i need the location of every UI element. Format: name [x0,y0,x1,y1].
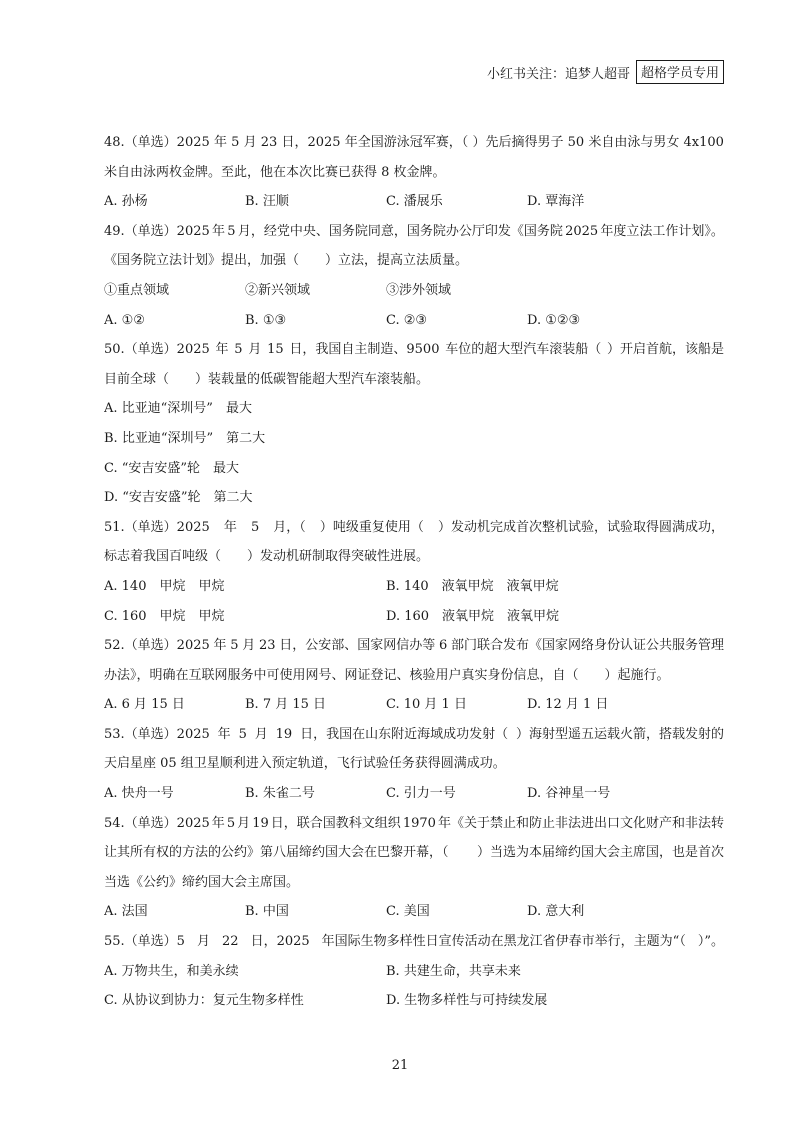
q52-options [104,690,724,720]
q54-option-b: B. 中国 [245,904,289,920]
q49-option-c: C. ②③ [386,312,428,328]
q50-option-a: A. 比亚迪“深圳号” 最大 [104,401,252,417]
q48-options [104,187,724,217]
q49-option-a: A. ①② [104,312,145,328]
q49-item-3: ③涉外领域 [386,282,452,298]
q53-option-b: B. 朱雀二号 [245,786,315,802]
q54-stem-line2: 让其所有权的方法的公约》第八届缔约国大会在巴黎开幕，（ ）当选为本届缔约国大会主席国，也是首次 [104,845,724,861]
q55-option-b: B. 共建生命，共享未来 [386,963,521,979]
q52-option-b: B. 7 月 15 日 [245,697,327,713]
header-badge: 超格学员专用 [636,60,724,84]
q49-item-2: ②新兴领域 [245,282,311,298]
q53-stem-line1: 53.（单选）2025 年 5 月 19 日，我国在山东附近海域成功发射（ ）海射型遥五运载火箭，搭载发射的 [104,726,724,742]
q52-option-d: D. 12 月 1 日 [527,697,609,713]
question-list [104,128,724,1016]
q49-stem-line2: 《国务院立法计划》提出，加强（ ）立法，提高立法质量。 [104,253,469,269]
q51-option-d: D. 160 液氧甲烷 液氧甲烷 [386,608,560,624]
header-follow-text: 小红书关注：追梦人超哥 [486,66,630,82]
q54-option-c: C. 美国 [386,904,430,920]
page-header [487,60,724,84]
q50-stem-line1: 50.（单选）2025 年 5 月 15 日，我国自主制造、9500 车位的超大型汽车滚装船（ ）开启首航，该船是 [104,342,724,358]
q53-stem-line2: 天启星座 05 组卫星顺利进入预定轨道，飞行试验任务获得圆满成功。 [104,756,506,772]
q54-stem-line1: 54.（单选）2025 年 5 月 19 日，联合国教科文组织 1970 年《关于禁止和防止非法进出口文化财产和非法转 [104,815,724,831]
q53-option-a: A. 快舟一号 [104,786,174,802]
q51-stem-line1: 51.（单选）2025 年 5 月，（ ）吨级重复使用（ ）发动机完成首次整机试验，试验取得圆满成功， [104,519,724,535]
q55-option-c: C. 从协议到协力：复元生物多样性 [104,993,304,1009]
q49-option-d: D. ①②③ [527,312,581,328]
q54-option-d: D. 意大利 [527,904,585,920]
q50-stem-line2: 目前全球（ ）装载量的低碳智能超大型汽车滚装船。 [104,371,430,387]
q49-stem-line1: 49.（单选）2025 年 5 月，经党中央、国务院同意，国务院办公厅印发《国务院 2025 年度立法工作计划》。 [104,223,724,239]
q50-option-c: C. “安吉安盛”轮 最大 [104,460,240,476]
q48-option-c: C. 潘展乐 [386,194,443,210]
q51-option-c: C. 160 甲烷 甲烷 [104,608,225,624]
q55-options-row1 [104,957,724,987]
q54-stem-line3: 当选《公约》缔约国大会主席国。 [104,874,300,890]
q51-stem-line2: 标志着我国百吨级（ ）发动机研制取得突破性进展。 [104,549,430,565]
q54-option-a: A. 法国 [104,904,148,920]
q53-option-c: C. 引力一号 [386,786,456,802]
q52-stem-line1: 52.（单选）2025 年 5 月 23 日，公安部、国家网信办等 6 部门联合发布《国家网络身份认证公共服务管理 [104,638,724,654]
q52-option-c: C. 10 月 1 日 [386,697,467,713]
q52-option-a: A. 6 月 15 日 [104,697,185,713]
q51-option-b: B. 140 液氧甲烷 液氧甲烷 [386,578,559,594]
q55-stem-line1: 55.（单选）5 月 22 日，2025 年国际生物多样性日宣传活动在黑龙江省伊春市举行，主题为“（ ）”。 [104,934,724,950]
q55-option-d: D. 生物多样性与可持续发展 [386,993,548,1009]
q48-option-d: D. 覃海洋 [527,194,585,210]
q48-stem-line2: 米自由泳两枚金牌。至此，他在本次比赛已获得 8 枚金牌。 [104,164,446,180]
q49-option-b: B. ①③ [245,312,287,328]
q48-stem-line1: 48.（单选）2025 年 5 月 23 日，2025 年全国游泳冠军赛，（ ）先后摘得男子 50 米自由泳与男女 4x100 [104,135,724,150]
q53-option-d: D. 谷神星一号 [527,786,611,802]
q48-option-b: B. 汪顺 [245,194,289,210]
q55-options-row2 [104,986,724,1016]
q52-stem-line2: 办法》，明确在互联网服务中可使用网号、网证登记、核验用户真实身份信息，自（ ）起施行。 [104,667,670,683]
q54-options [104,897,724,927]
q49-options [104,306,724,336]
q48-option-a: A. 孙杨 [104,194,148,210]
q51-option-a: A. 140 甲烷 甲烷 [104,578,225,594]
q50-option-b: B. 比亚迪“深圳号” 第二大 [104,430,266,446]
page-number: 21 [391,1058,409,1073]
q51-options-row1 [104,572,724,602]
q55-option-a: A. 万物共生，和美永续 [104,963,239,979]
q51-options-row2 [104,602,724,632]
q49-items [104,276,724,306]
q53-options [104,779,724,809]
q49-item-1: ①重点领域 [104,282,170,298]
q50-option-d: D. “安吉安盛”轮 第二大 [104,490,253,506]
